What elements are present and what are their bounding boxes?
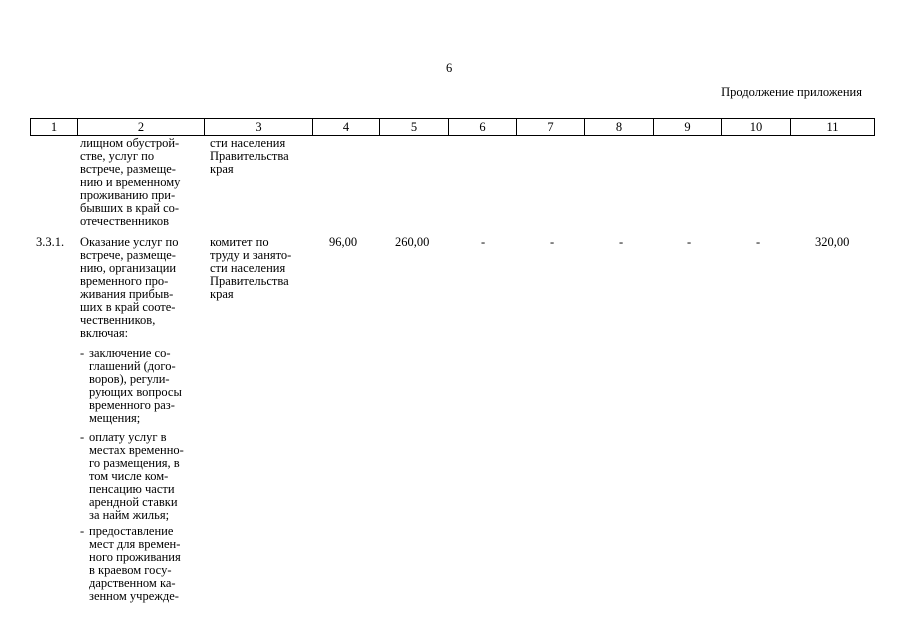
row-description: Оказание услуг по встрече, размеще- нию, организации временного про- живания прибыв- ших в край соотe- чественников, включая: <box>80 235 179 340</box>
header-col-4: 4 <box>313 119 380 135</box>
row-code: 3.3.1. <box>36 235 65 249</box>
row-col11-value: 320,00 <box>815 235 850 249</box>
continued-row-executor: сти населения Правительства края <box>210 136 289 176</box>
header-col-2: 2 <box>78 119 205 135</box>
row-col10-value: - <box>756 235 761 249</box>
list-item-marker: - <box>80 524 85 538</box>
row-col7-value: - <box>550 235 555 249</box>
continuation-label: Продолжение приложения <box>721 85 862 99</box>
header-col-1: 1 <box>31 119 78 135</box>
list-item-text: оплату услуг в местах временно- го размещения, в том числе ком- пенсацию части арендной ставки за найм жилья; <box>89 430 184 522</box>
row-col9-value: - <box>687 235 692 249</box>
header-col-3: 3 <box>205 119 313 135</box>
row-col8-value: - <box>619 235 624 249</box>
page-number: 6 <box>446 61 453 75</box>
table-header-row <box>30 118 875 136</box>
row-executor: комитет по труду и занято- сти населения Правительства края <box>210 235 292 301</box>
header-col-7: 7 <box>517 119 585 135</box>
list-item-text: предоставление мест для времен- ного проживания в краевом госу- дарственном ка- зенном учрежде- <box>89 524 181 603</box>
list-item-marker: - <box>80 346 85 360</box>
header-col-8: 8 <box>585 119 654 135</box>
list-item-text: заключение со- глашений (дого- воров), регули- рующих вопросы временного раз- мещения; <box>89 346 182 425</box>
row-col4-value: 96,00 <box>329 235 358 249</box>
header-col-11: 11 <box>826 120 839 134</box>
header-col-5: 5 <box>380 119 449 135</box>
list-item-marker: - <box>80 430 85 444</box>
row-col6-value: - <box>481 235 486 249</box>
continued-row-description: лищном обустрой- стве, услуг по встрече, размеще- нию и временному проживанию при- бывших в край со- отечественников <box>80 136 181 228</box>
header-col-10: 10 <box>722 119 791 135</box>
header-col-6: 6 <box>449 119 517 135</box>
row-col5-value: 260,00 <box>395 235 430 249</box>
header-col-9: 9 <box>654 119 722 135</box>
